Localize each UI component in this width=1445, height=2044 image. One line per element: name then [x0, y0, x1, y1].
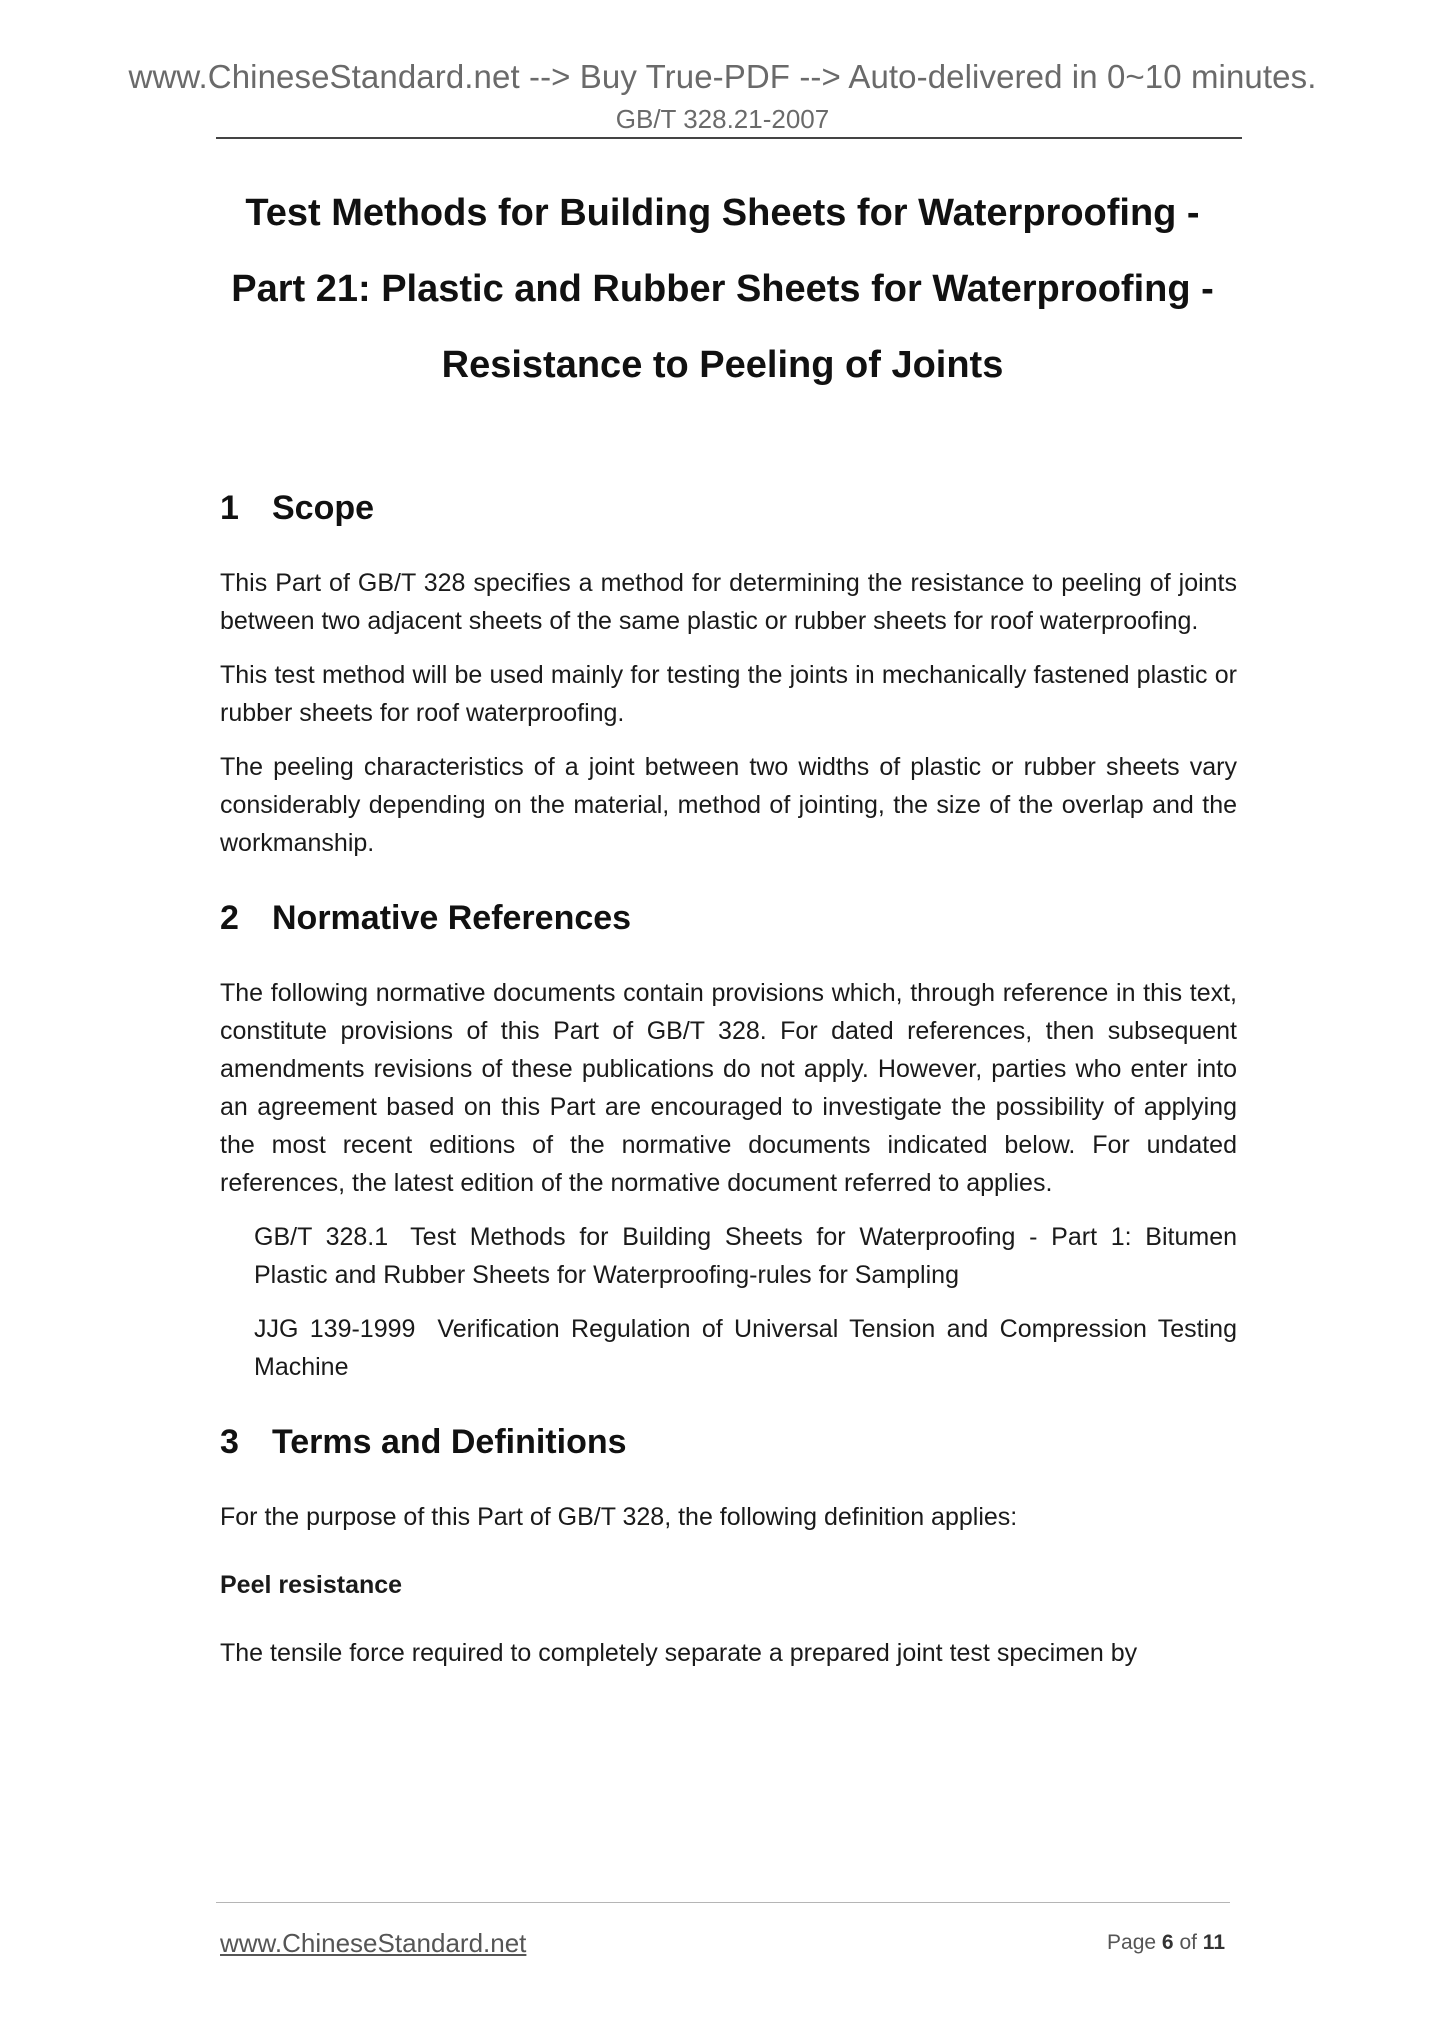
section-heading-scope [220, 486, 1237, 530]
paragraph: The peeling characteristics of a joint between two widths of plastic or rubber sheets vary considerably depending on the material, method of jointing, the size of the overlap and the workmanship. [220, 753, 1237, 857]
section-title: Normative References [272, 899, 632, 937]
page-indicator [1107, 1931, 1225, 1955]
page-of-label: of [1179, 1931, 1197, 1954]
section-heading-normative-references [220, 896, 1237, 940]
reference-title: Verification Regulation of Universal Tension and Compression Testing Machine [254, 1315, 1237, 1381]
document-body [220, 486, 1237, 1672]
section-number: 3 [220, 1423, 239, 1461]
section-title: Terms and Definitions [272, 1423, 627, 1461]
page-total: 11 [1202, 1931, 1225, 1954]
purchase-banner: www.ChineseStandard.net --> Buy True-PDF --> Auto-delivered in 0~10 minutes. [128, 58, 1317, 95]
paragraph: The tensile force required to completely separate a prepared joint test specimen by [220, 1639, 1138, 1667]
footer-site-link[interactable]: www.ChineseStandard.net [220, 1928, 527, 1958]
definition-term: Peel resistance [220, 1571, 403, 1599]
reference-code: GB/T 328.1 [254, 1223, 389, 1251]
page-current: 6 [1161, 1931, 1174, 1954]
title-line-1: Test Methods for Building Sheets for Waterproofing - [245, 192, 1200, 234]
title-line-3: Resistance to Peeling of Joints [441, 344, 1004, 386]
section-number: 2 [220, 899, 239, 937]
page-label: Page [1107, 1931, 1157, 1954]
section-title: Scope [272, 489, 375, 527]
section-heading-terms-definitions [220, 1420, 1237, 1464]
reference-item [254, 1218, 1237, 1294]
standard-code: GB/T 328.21-2007 [615, 104, 830, 134]
reference-title: Test Methods for Building Sheets for Waterproofing - Part 1: Bitumen Plastic and Rubber Sheets for Waterproofing-rules for Sampling [254, 1223, 1237, 1289]
reference-item [254, 1310, 1237, 1386]
document-title [150, 188, 1295, 416]
reference-code: JJG 139-1999 [254, 1315, 416, 1343]
section-number: 1 [220, 489, 239, 527]
paragraph: For the purpose of this Part of GB/T 328, the following definition applies: [220, 1503, 1018, 1531]
paragraph: This Part of GB/T 328 specifies a method for determining the resistance to peeling of joints between two adjacent sheets of the same plastic or rubber sheets for roof waterproofing. [220, 569, 1237, 635]
paragraph: The following normative documents contain provisions which, through reference in this text, constitute provisions of this Part of GB/T 328. For dated references, then subsequent amendments revisions of these publications do not apply. However, parties who enter into an agreement based on this Part are encouraged to investigate the possibility of applying the most recent editions of the normative documents indicated below. For undated references, the latest edition of the normative document referred to applies. [220, 979, 1237, 1197]
footer-divider [216, 1902, 1230, 1903]
header-divider [216, 137, 1242, 139]
title-line-2: Part 21: Plastic and Rubber Sheets for Waterproofing - [231, 268, 1214, 310]
paragraph: This test method will be used mainly for testing the joints in mechanically fastened plastic or rubber sheets for roof waterproofing. [220, 661, 1237, 727]
